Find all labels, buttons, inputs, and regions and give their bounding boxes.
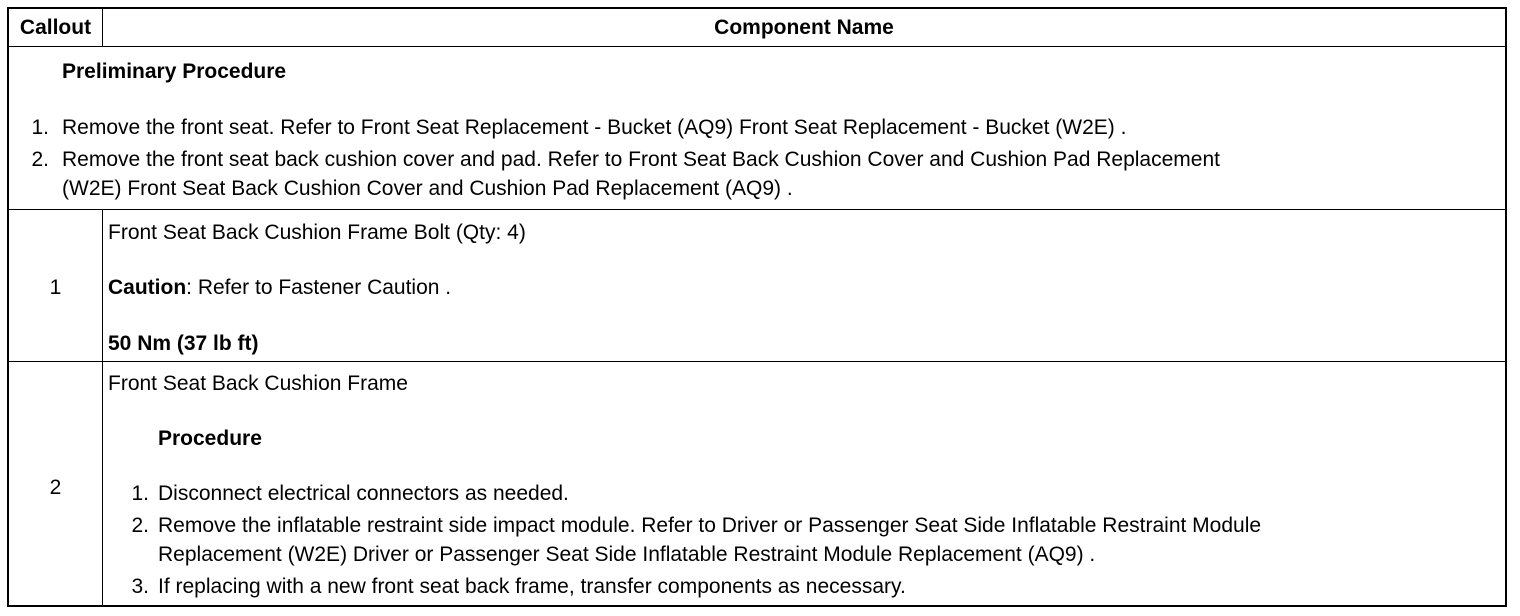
header-callout: Callout	[19, 16, 92, 39]
caution-text: : Refer to Fastener Caution .	[186, 276, 452, 299]
preliminary-procedure-row	[9, 47, 1505, 209]
component-table	[7, 7, 1507, 607]
callout-number: 1	[49, 276, 62, 299]
preliminary-step-text: Remove the front seat back cushion cover and pad. Refer to Front Seat Back Cushion Cover and Cushion Pad Replacement	[62, 148, 1220, 171]
caution-label: Caution	[108, 276, 187, 299]
procedure-step-number: 2.	[131, 514, 149, 537]
component-name: Front Seat Back Cushion Frame	[108, 372, 408, 395]
header-row	[9, 9, 1505, 47]
procedure-step-text: Disconnect electrical connectors as needed.	[158, 482, 569, 505]
preliminary-step-text: Remove the front seat. Refer to Front Seat Replacement - Bucket (AQ9) Front Seat Replacement - Bucket (W2E) .	[62, 116, 1127, 139]
procedure-step-text-cont: Replacement (W2E) Driver or Passenger Seat Side Inflatable Restraint Module Replacement (AQ9) .	[158, 543, 1096, 566]
callout-number: 2	[49, 476, 62, 499]
table-row	[9, 362, 1505, 607]
component-name: Front Seat Back Cushion Frame Bolt (Qty: 4)	[108, 221, 526, 244]
procedure-step-number: 3.	[131, 575, 149, 598]
header-component-name: Component Name	[714, 16, 894, 39]
table-row	[9, 210, 1505, 361]
preliminary-step-number: 1.	[31, 116, 49, 139]
procedure-step-number: 1.	[131, 482, 149, 505]
procedure-title: Procedure	[158, 427, 262, 450]
preliminary-step-number: 2.	[31, 148, 49, 171]
caution-note	[108, 276, 451, 300]
torque-spec: 50 Nm (37 lb ft)	[108, 332, 259, 355]
preliminary-title: Preliminary Procedure	[62, 60, 287, 83]
preliminary-step-text-cont: (W2E) Front Seat Back Cushion Cover and Cushion Pad Replacement (AQ9) .	[62, 177, 793, 200]
procedure-step-text: If replacing with a new front seat back frame, transfer components as necessary.	[158, 575, 906, 598]
header-divider	[102, 9, 103, 47]
row1-divider	[102, 210, 103, 361]
procedure-step-text: Remove the inflatable restraint side impact module. Refer to Driver or Passenger Seat Side Inflatable Restraint Module	[158, 514, 1262, 537]
row2-divider	[102, 362, 103, 607]
